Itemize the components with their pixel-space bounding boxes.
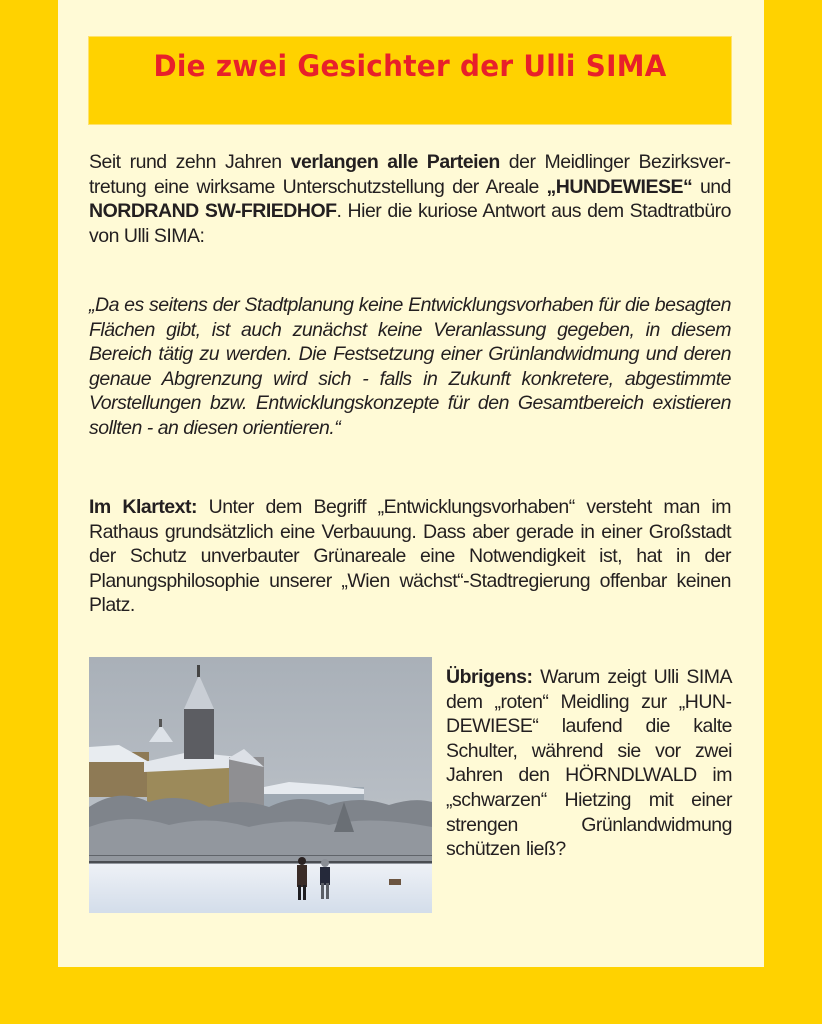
- intro-bold-nordrand: NORDRAND SW-FRIEDHOF: [89, 200, 337, 223]
- intro-bold-parties: verlangen alle Parteien: [290, 151, 500, 173]
- klartext-body: Unter dem Begriff „Entwicklungsvorhaben“ versteht man im Rathaus grundsätzlich eine Verbauung. Dass aber gerade in einer Großstadt der Schutz unverbauter Grünareale eine Notwendigkeit ist, hat in der Planungsphilosophie unserer „Wien wächst“-Stadtregierung offenbar keinen Platz.: [89, 496, 731, 617]
- quote-paragraph: „Da es seitens der Stadtplanung keine Entwicklungsvorhaben für die besagten Flächen gibt, ist auch zunächst keine Veranlassung gegeben, in diesem Bereich tätig zu werden. Die Festsetzung einer Grünlandwidmung und deren genaue Abgrenzung wird sich - falls in Zukunft konkretere, abgestimmte Vorstellungen bzw. Entwicklungskonzepte für den Gesamtbereich existieren sollten - an diesen orientieren.“: [89, 294, 731, 439]
- page-title: Die zwei Gesichter der Ulli SIMA: [153, 49, 667, 83]
- intro-bold-hundewiese: „HUNDEWIESE“: [546, 175, 693, 198]
- uebrigens-lead: Übrigens:: [446, 666, 533, 688]
- klartext-paragraph: [89, 495, 731, 618]
- article-panel: [58, 0, 764, 967]
- intro-paragraph: [89, 150, 731, 248]
- uebrigens-paragraph: [446, 665, 732, 862]
- intro-text-2: der Meidlinger Bezirksvertretung eine wirksame Unterschutzstellung der Areale: [89, 151, 731, 198]
- intro-text-4: . Hier die kuriose Antwort aus dem Stadtratbüro von Ulli SIMA:: [89, 200, 732, 247]
- klartext-lead: Im Klartext:: [89, 496, 197, 518]
- title-banner: [89, 37, 731, 124]
- uebrigens-body: Warum zeigt Ulli SIMA dem „roten“ Meidling zur „HUNDEWIESE“ laufend die kalte Schulter, während sie vor zwei Jahren den HÖRNDLWALD im „schwarzen“ Hietzing mit einer strengen Grünlandwidmung schützen ließ?: [446, 666, 732, 861]
- intro-text-3: und: [692, 175, 732, 198]
- intro-text-1: Seit rund zehn Jahren: [89, 151, 291, 173]
- snow-park-photo: [89, 657, 432, 913]
